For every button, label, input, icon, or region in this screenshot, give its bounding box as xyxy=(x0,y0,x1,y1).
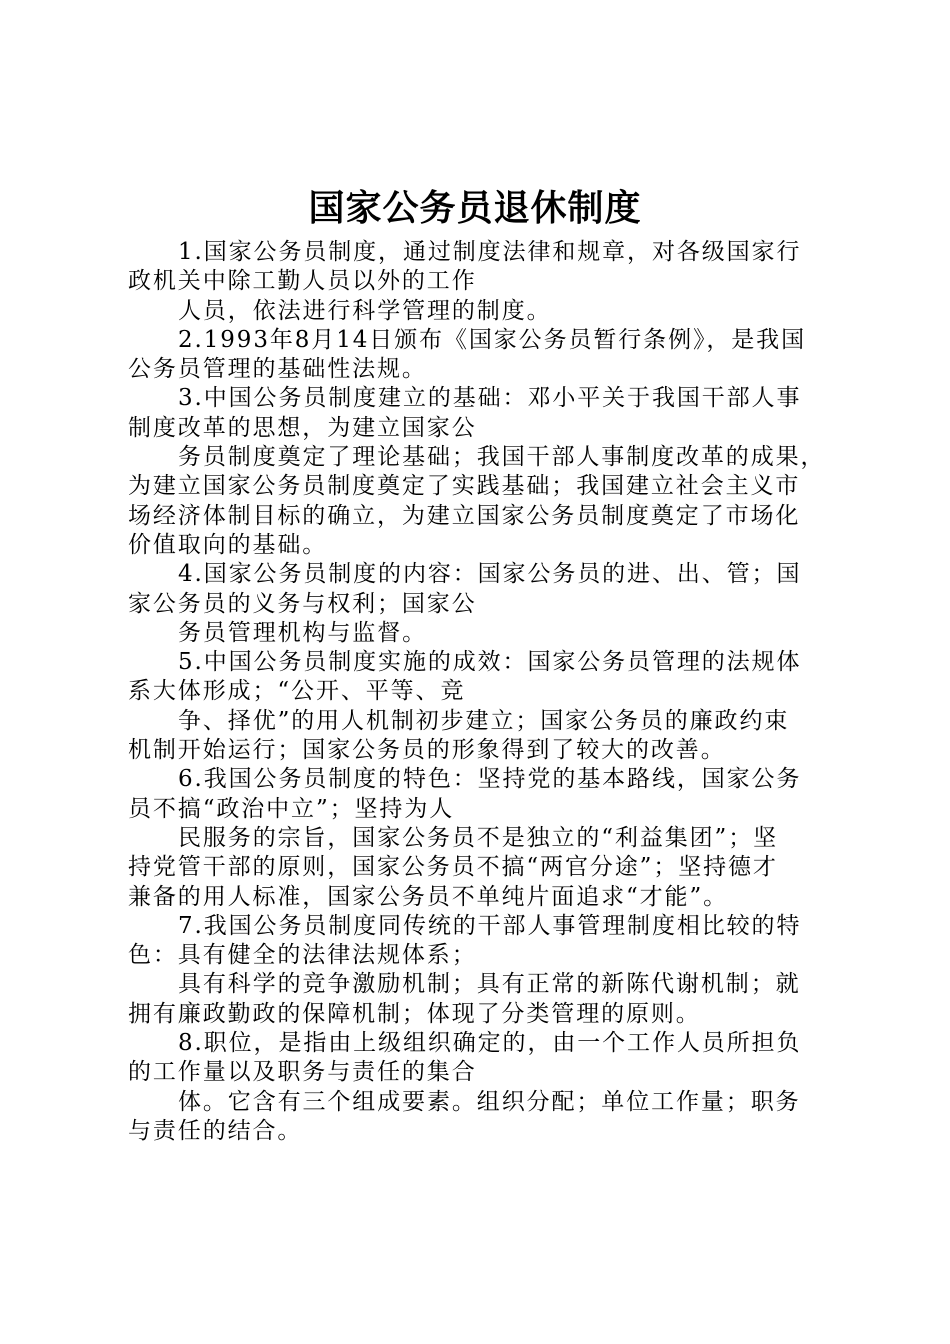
text-line: 争、择优”的用人机制初步建立；国家公务员的廉政约束 xyxy=(178,707,790,734)
text-line: 1.国家公务员制度，通过制度法律和规章，对各级国家行 xyxy=(178,239,802,265)
document-title: 国家公务员退休制度 xyxy=(308,188,642,229)
text-line: 务员管理机构与监督。 xyxy=(178,619,427,646)
text-line: 5.中国公务员制度实施的成效：国家公务员管理的法规体 xyxy=(178,649,802,676)
text-line: 拥有廉政勤政的保障机制；体现了分类管理的原则。 xyxy=(128,1000,701,1027)
text-line: 为建立国家公务员制度奠定了实践基础；我国建立社会主义市 xyxy=(128,473,801,500)
text-line: 机制开始运行；国家公务员的形象得到了较大的改善。 xyxy=(128,737,726,764)
text-line: 民服务的宗旨，国家公务员不是独立的“利益集团”；坚 xyxy=(178,824,779,851)
document-body xyxy=(128,238,840,1146)
text-line: 务员制度奠定了理论基础；我国干部人事制度改革的成果， xyxy=(178,444,826,471)
text-line: 4.国家公务员制度的内容：国家公务员的进、出、管；国 xyxy=(178,561,802,588)
text-line: 的工作量以及职务与责任的集合 xyxy=(128,1059,477,1086)
text-line: 家公务员的义务与权利；国家公 xyxy=(128,590,477,617)
text-line: 与责任的结合。 xyxy=(128,1117,303,1144)
text-line: 政机关中除工勤人员以外的工作 xyxy=(128,268,477,295)
text-line: 场经济体制目标的确立，为建立国家公务员制度奠定了市场化 xyxy=(128,502,801,529)
text-line: 色：具有健全的法律法规体系； xyxy=(128,942,477,969)
text-line: 体。它含有三个组成要素。组织分配；单位工作量；职务 xyxy=(178,1088,801,1115)
text-line: 制度改革的思想，为建立国家公 xyxy=(128,414,477,441)
text-line: 8.职位，是指由上级组织确定的，由一个工作人员所担负 xyxy=(178,1030,802,1057)
text-line: 兼备的用人标准，国家公务员不单纯片面追求“才能”。 xyxy=(128,883,729,910)
text-line: 系大体形成；“公开、平等、竞 xyxy=(128,678,466,705)
text-line: 2.1993年8月14日颁布《国家公务员暂行条例》，是我国 xyxy=(178,326,806,353)
text-line: 6.我国公务员制度的特色：坚持党的基本路线，国家公务 xyxy=(178,766,802,793)
text-line: 价值取向的基础。 xyxy=(128,531,328,558)
text-line: 3.中国公务员制度建立的基础：邓小平关于我国干部人事 xyxy=(178,385,802,412)
text-line: 员不搞“政治中立”；坚持为人 xyxy=(128,795,455,822)
text-line: 7.我国公务员制度同传统的干部人事管理制度相比较的特 xyxy=(178,912,802,939)
text-line: 公务员管理的基础性法规。 xyxy=(128,356,427,383)
text-line: 持党管干部的原则，国家公务员不搞“两官分途”；坚持德才 xyxy=(128,854,778,881)
text-line: 人员，依法进行科学管理的制度。 xyxy=(178,297,552,324)
text-line: 具有科学的竞争激励机制；具有正常的新陈代谢机制；就 xyxy=(178,971,801,998)
